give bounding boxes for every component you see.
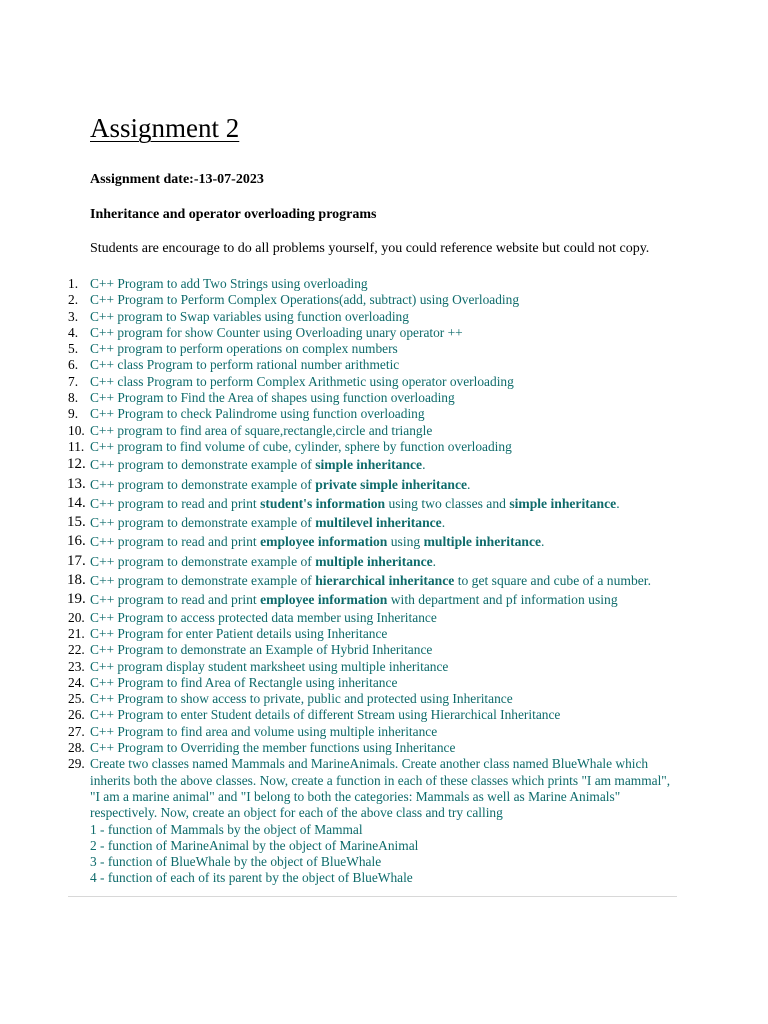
problem-text: C++ program to read and print: [90, 592, 261, 608]
problem-item: [0, 390, 680, 406]
problem-item: [0, 675, 680, 691]
problem-text: .: [432, 553, 437, 569]
problem-item: [0, 659, 680, 675]
problem-keyword: multiple inheritance: [315, 553, 433, 569]
problem-number: 27.: [68, 723, 85, 739]
problem-keyword: employee information: [260, 592, 388, 608]
problem-item: [0, 325, 680, 341]
problem-item: [0, 610, 680, 626]
problem-number: 16.: [67, 533, 86, 550]
problem-keyword: multiple inheritance: [423, 534, 542, 550]
problem-text: C++ program to find volume of cube, cylinder, sphere by function overloading: [90, 438, 512, 454]
problem-item: [0, 357, 680, 373]
problem-item: [0, 552, 680, 571]
problem-number: 23.: [68, 658, 85, 674]
problem-number: 17.: [67, 552, 86, 569]
problem-number: 9.: [68, 406, 79, 422]
problem-item: [0, 724, 680, 740]
problem-number: 25.: [68, 691, 85, 707]
problem-text: C++ Program to demonstrate an Example of Hybrid Inheritance: [90, 642, 433, 658]
page-divider: [68, 896, 677, 897]
problem-number: 20.: [68, 609, 85, 625]
problem-text: C++ Program to Perform Complex Operations(add, subtract) using Overloading: [90, 292, 520, 308]
problem-text: C++ Program to find area and volume using multiple inheritance: [90, 723, 438, 739]
problem-number: 3.: [68, 308, 79, 324]
problem-number: 28.: [68, 740, 85, 756]
problem-item: [0, 455, 680, 474]
problem-number: 18.: [67, 572, 86, 589]
problem-item: [0, 475, 680, 494]
problem-number: 22.: [68, 642, 85, 658]
problem-text: C++ program to perform operations on complex numbers: [90, 341, 398, 357]
problem-item: [0, 513, 680, 532]
problem-item: [0, 423, 680, 439]
problem-text: to get square and cube of a number.: [454, 573, 651, 589]
problem-item: [0, 276, 680, 292]
problem-subtask: 3 - function of BlueWhale by the object of BlueWhale: [90, 854, 382, 870]
problem-item: [0, 590, 680, 609]
problem-number: 11.: [68, 438, 85, 454]
problem-text: using: [387, 534, 424, 550]
problem-keyword: employee information: [260, 534, 388, 550]
problem-text: C++ program to demonstrate example of: [90, 553, 316, 569]
problem-item: [0, 532, 680, 551]
problem-number: 19.: [67, 591, 86, 608]
problem-number: 15.: [67, 514, 86, 531]
problem-item: [0, 571, 680, 590]
assignment-subject: Inheritance and operator overloading programs: [90, 207, 377, 222]
problem-keyword: student's information: [260, 495, 386, 511]
problem-text: C++ Program to add Two Strings using overloading: [90, 276, 368, 291]
assignment-title: Assignment 2: [90, 113, 240, 143]
problem-keyword: simple inheritance: [315, 457, 423, 473]
problem-text: with department and pf information using: [387, 592, 618, 608]
problem-number: 26.: [68, 707, 85, 723]
problem-text: .: [616, 495, 620, 511]
assignment-instructions: Students are encourage to do all problems yourself, you could reference website but could not copy.: [90, 241, 650, 256]
problem-text: C++ program to demonstrate example of: [90, 476, 316, 492]
problem-number: 5.: [68, 341, 79, 357]
problem-text: .: [467, 476, 471, 492]
problem-number: 6.: [68, 357, 79, 373]
problem-number: 24.: [68, 674, 85, 690]
problem-text: C++ Program to enter Student details of different Stream using Hierarchical Inheritance: [90, 707, 561, 723]
problem-text: .: [422, 457, 426, 473]
problem-text: C++ program for show Counter using Overloading unary operator ++: [90, 324, 463, 340]
problem-item: [0, 494, 680, 513]
problem-text: C++ program to demonstrate example of: [90, 573, 316, 589]
problem-text: C++ program to demonstrate example of: [90, 515, 316, 531]
problem-keyword: multilevel inheritance: [315, 515, 442, 531]
problem-subtask: 2 - function of MarineAnimal by the object of MarineAnimal: [90, 837, 419, 853]
problem-item: [0, 309, 680, 325]
problem-text: C++ Program to Overriding the member functions using Inheritance: [90, 740, 456, 756]
problem-text: C++ class Program to perform Complex Arithmetic using operator overloading: [90, 373, 514, 389]
problem-item: [0, 292, 680, 308]
problem-keyword: simple inheritance: [509, 495, 617, 511]
problem-text: C++ program to read and print: [90, 495, 261, 511]
problem-text: C++ program to read and print: [90, 534, 261, 550]
problem-text: C++ program to find area of square,rectangle,circle and triangle: [90, 422, 433, 438]
problem-number: 12.: [67, 456, 86, 473]
problem-text: C++ program display student marksheet using multiple inheritance: [90, 658, 449, 674]
problem-text: .: [541, 534, 545, 550]
problem-item: [0, 642, 680, 658]
problem-number: 10.: [68, 422, 85, 438]
problem-item: [0, 406, 680, 422]
problem-text: C++ Program for enter Patient details using Inheritance: [90, 625, 388, 641]
problem-item: [0, 691, 680, 707]
problem-text: C++ program to Swap variables using function overloading: [90, 308, 409, 324]
problem-number: 2.: [68, 292, 79, 308]
problem-number: 14.: [67, 494, 86, 511]
assignment-date: Assignment date:-13-07-2023: [90, 172, 264, 187]
problem-text: .: [441, 515, 446, 531]
problem-number: 8.: [68, 390, 79, 406]
problem-number: 4.: [68, 324, 79, 340]
problem-text: C++ Program to access protected data member using Inheritance: [90, 609, 437, 625]
problem-item: [0, 756, 680, 886]
problem-keyword: private simple inheritance: [315, 476, 468, 492]
problem-text: C++ program to demonstrate example of: [90, 457, 316, 473]
problem-subtask: 1 - function of Mammals by the object of Mammal: [90, 821, 363, 837]
problem-text: Create two classes named Mammals and MarineAnimals. Create another class named BlueWhale which inherits both the above classes. Now, create a function in each of these classes which prints "I am mammal", "I am a marine animal" and "I belong to both the categories: Mammals as well as Marine Animals" respectively. Now, create an object for each of the above class and try calling: [90, 756, 671, 821]
problem-item: [0, 707, 680, 723]
problem-item: [0, 439, 680, 455]
problem-item: [0, 341, 680, 357]
problem-subtask: 4 - function of each of its parent by the object of BlueWhale: [90, 870, 413, 886]
problem-text: C++ Program to show access to private, public and protected using Inheritance: [90, 691, 513, 707]
problem-text: C++ Program to check Palindrome using function overloading: [90, 406, 425, 422]
problem-text: C++ class Program to perform rational number arithmetic: [90, 357, 400, 373]
problem-number: 7.: [68, 373, 79, 389]
problem-text: using two classes and: [385, 495, 510, 511]
problem-keyword: hierarchical inheritance: [315, 573, 455, 589]
problem-item: [0, 626, 680, 642]
problem-text: C++ Program to find Area of Rectangle using inheritance: [90, 674, 398, 690]
problem-text: C++ Program to Find the Area of shapes using function overloading: [90, 390, 455, 406]
problem-number: 29.: [68, 756, 85, 772]
problem-number: 13.: [67, 475, 86, 492]
problem-number: 21.: [68, 625, 85, 641]
problem-number: 1.: [68, 276, 79, 291]
problem-item: [0, 740, 680, 756]
problem-list: [0, 276, 680, 887]
problem-item: [0, 374, 680, 390]
